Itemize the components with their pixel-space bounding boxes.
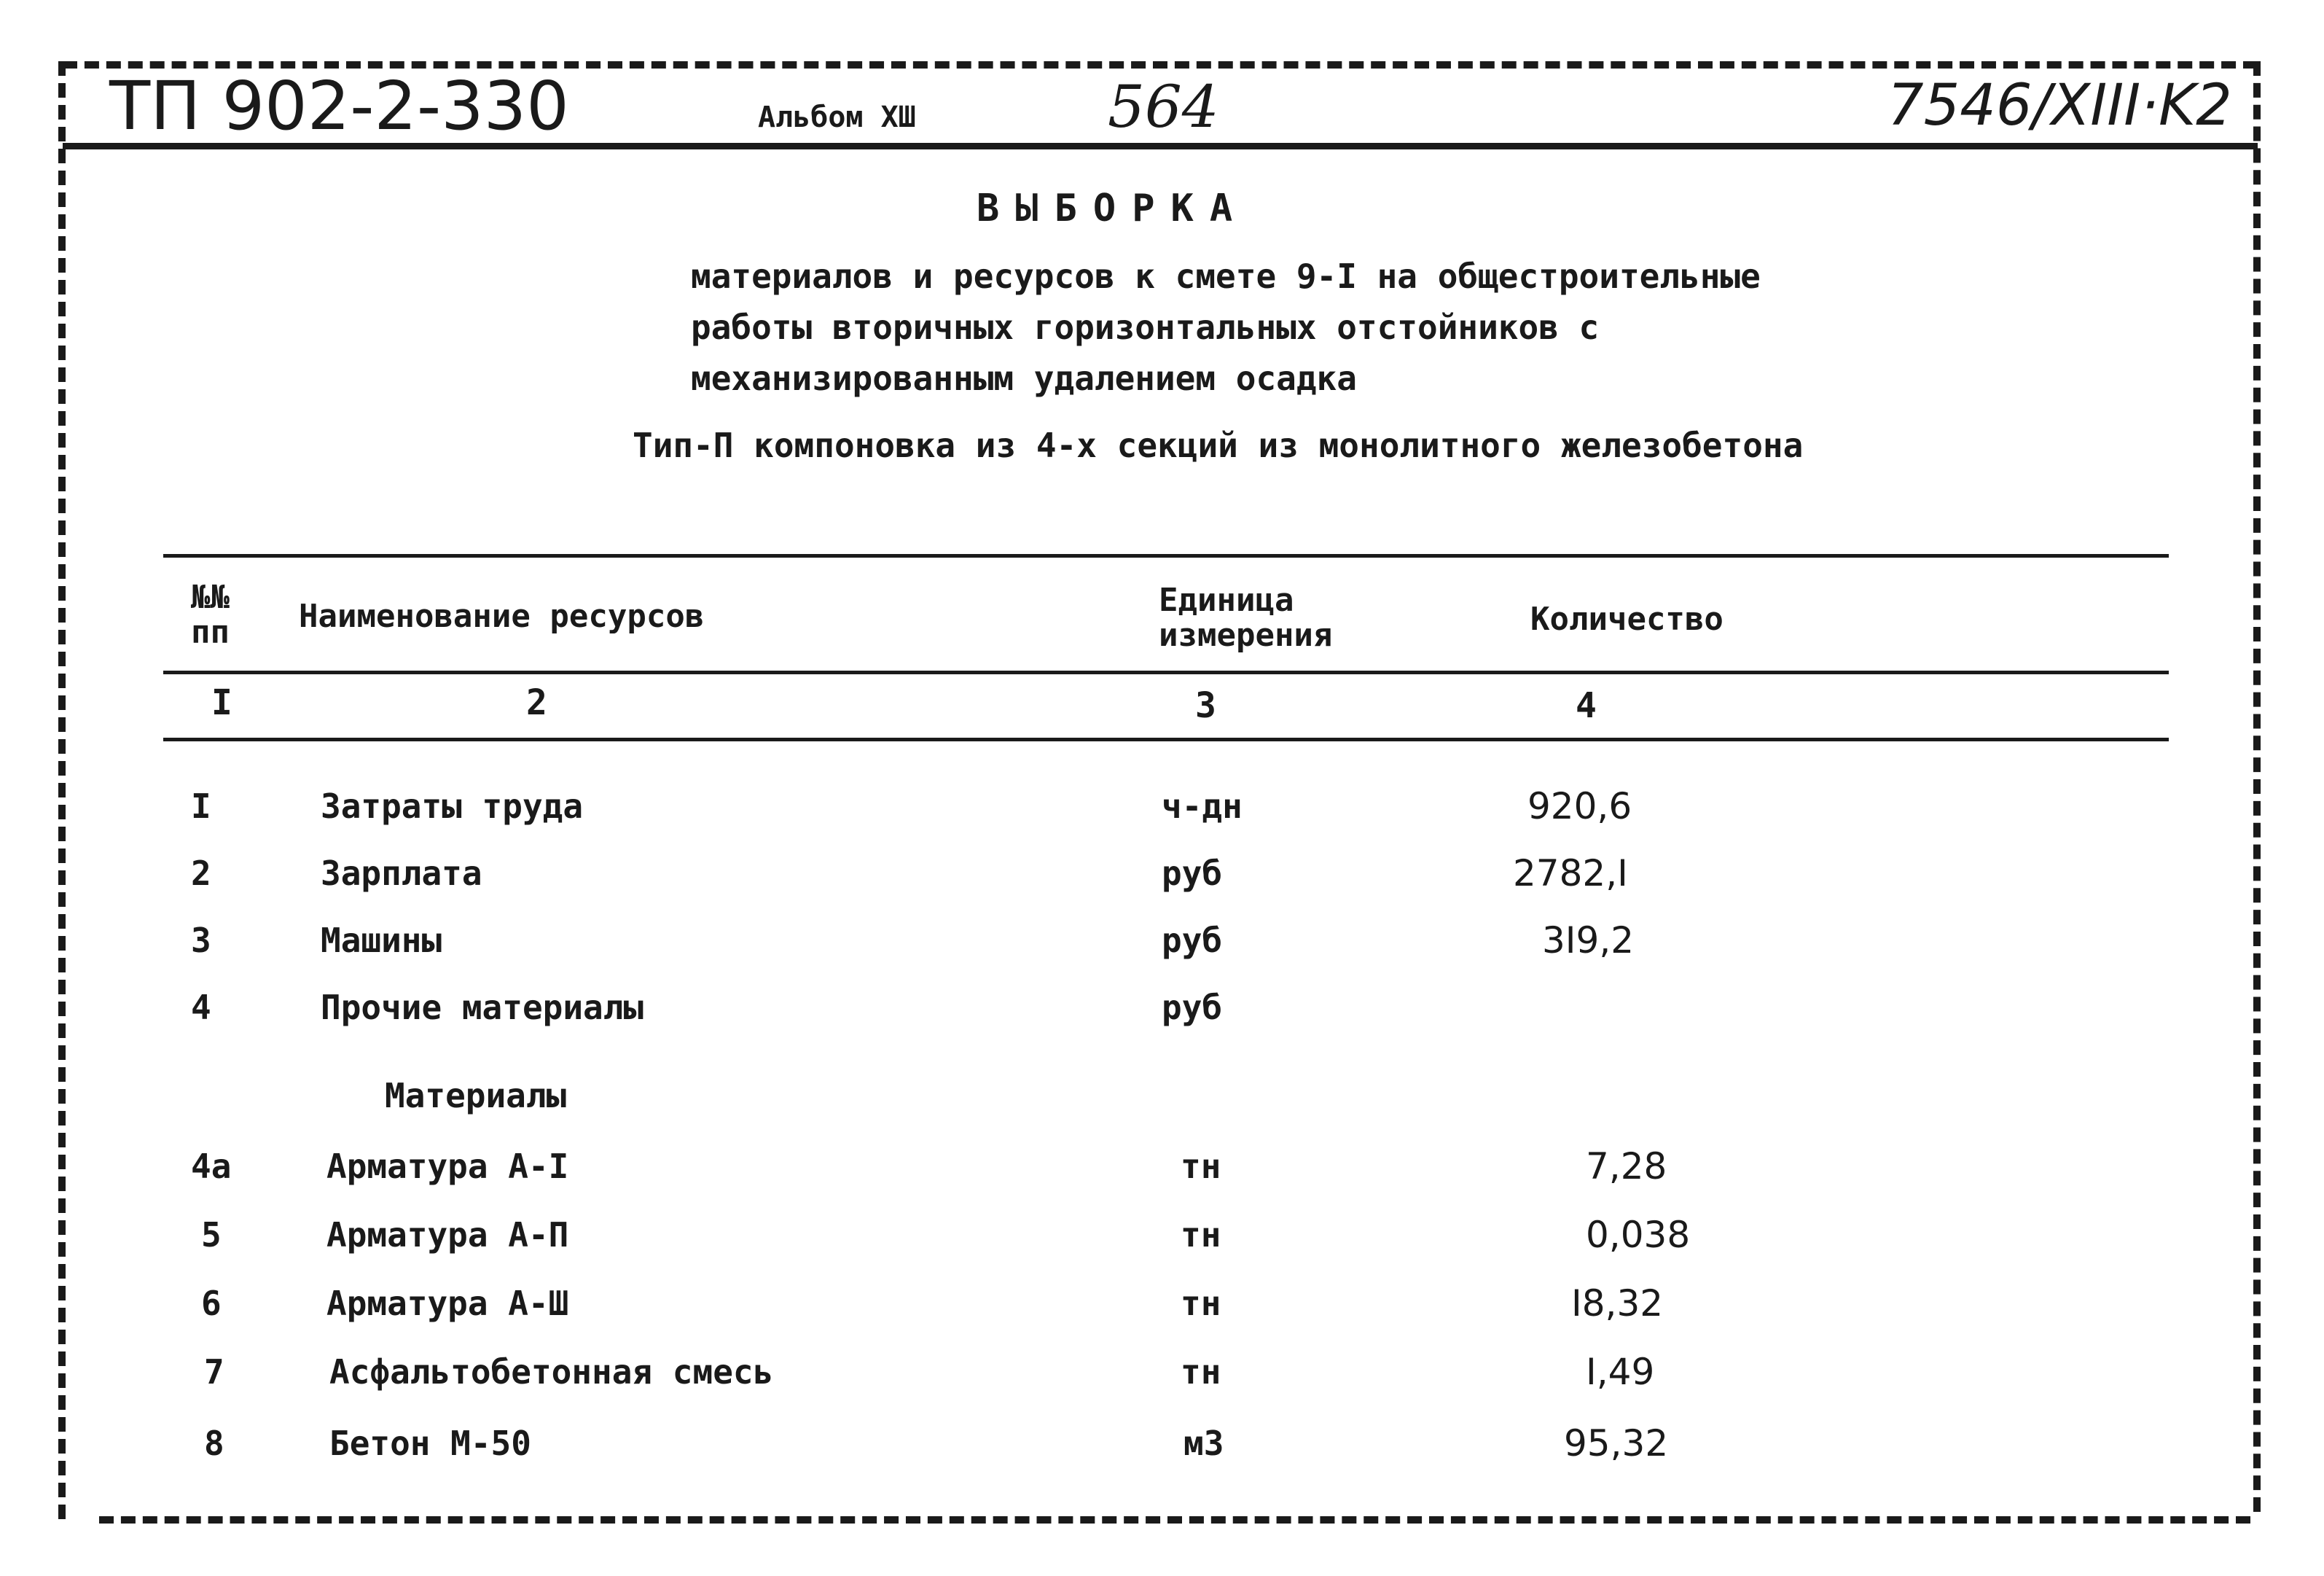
row-quantity: 3I9,2 xyxy=(1542,919,1635,961)
header-quantity: Количество xyxy=(1530,601,1724,638)
row-name: Прочие материалы xyxy=(321,988,644,1027)
column-number: 3 xyxy=(1195,685,1216,726)
page-subtitle xyxy=(691,251,1761,404)
header-unit: Единица измерения xyxy=(1159,582,1333,654)
column-number: I xyxy=(211,682,232,723)
type-description: Тип-П компоновка из 4-х секций из монолитного железобетона xyxy=(633,426,1804,465)
row-quantity: 0,038 xyxy=(1586,1214,1691,1256)
row-number: 3 xyxy=(191,921,211,960)
subtitle-line: материалов и ресурсов к смете 9-I на общестроительные xyxy=(691,257,1761,296)
row-unit: тн xyxy=(1181,1284,1221,1323)
row-number: 5 xyxy=(201,1215,222,1255)
row-name: Бетон М-50 xyxy=(329,1424,531,1463)
frame-border-bottom xyxy=(99,1516,2250,1524)
table-rule-top xyxy=(163,554,2169,558)
table-row xyxy=(0,784,2324,835)
row-number: 7 xyxy=(204,1352,224,1392)
header-number: №№ пп xyxy=(191,579,230,651)
table-row xyxy=(0,1282,2324,1333)
row-name: Асфальтобетонная смесь xyxy=(329,1352,774,1392)
table-row xyxy=(0,1144,2324,1195)
row-unit: руб xyxy=(1162,988,1223,1027)
row-number: 2 xyxy=(191,854,211,893)
row-unit: тн xyxy=(1181,1147,1221,1186)
row-number: 6 xyxy=(201,1284,222,1323)
row-quantity: I8,32 xyxy=(1571,1282,1664,1325)
album-label: Альбом XШ xyxy=(758,101,916,134)
row-number: 4а xyxy=(191,1147,232,1186)
document-reference: 7546/XIII·K2 xyxy=(1887,73,2232,139)
column-number: 2 xyxy=(526,682,547,723)
header-name: Наименование ресурсов xyxy=(299,598,705,635)
subtitle-line: механизированным удалением осадка xyxy=(691,359,1357,398)
row-quantity: 7,28 xyxy=(1586,1145,1667,1187)
row-unit: тн xyxy=(1181,1352,1221,1392)
row-name: Арматура А-Ш xyxy=(326,1284,569,1323)
row-quantity: 95,32 xyxy=(1564,1422,1669,1464)
row-name: Зарплата xyxy=(321,854,482,893)
table-row xyxy=(0,1350,2324,1401)
row-unit: руб xyxy=(1162,854,1223,893)
page-title: ВЫБОРКА xyxy=(977,187,1249,230)
row-name: Арматура А-I xyxy=(326,1147,569,1186)
row-name: Затраты труда xyxy=(321,787,584,826)
row-quantity: 920,6 xyxy=(1527,785,1632,827)
row-unit: ч-дн xyxy=(1162,787,1243,826)
row-unit: м3 xyxy=(1183,1424,1224,1463)
table-rule-numbers xyxy=(163,738,2169,741)
table-row xyxy=(0,918,2324,970)
table-rule-header xyxy=(163,671,2169,674)
table-row xyxy=(0,986,2324,1037)
row-unit: тн xyxy=(1181,1215,1221,1255)
table-row xyxy=(0,1421,2324,1472)
column-number: 4 xyxy=(1576,685,1597,726)
row-number: I xyxy=(191,787,211,826)
row-quantity: I,49 xyxy=(1586,1351,1655,1393)
row-number: 4 xyxy=(191,988,211,1027)
table-row xyxy=(0,851,2324,902)
row-unit: руб xyxy=(1162,921,1223,960)
row-name: Арматура А-П xyxy=(326,1215,569,1255)
table-row xyxy=(0,1213,2324,1264)
row-number: 8 xyxy=(204,1424,224,1463)
document-code: ТП 902-2-330 xyxy=(109,67,569,145)
row-quantity: 2782,I xyxy=(1513,852,1628,894)
section-label: Материалы xyxy=(385,1076,567,1115)
row-name: Машины xyxy=(321,921,442,960)
page-number: 564 xyxy=(1108,73,1219,141)
subtitle-line: работы вторичных горизонтальных отстойников с xyxy=(691,308,1600,347)
